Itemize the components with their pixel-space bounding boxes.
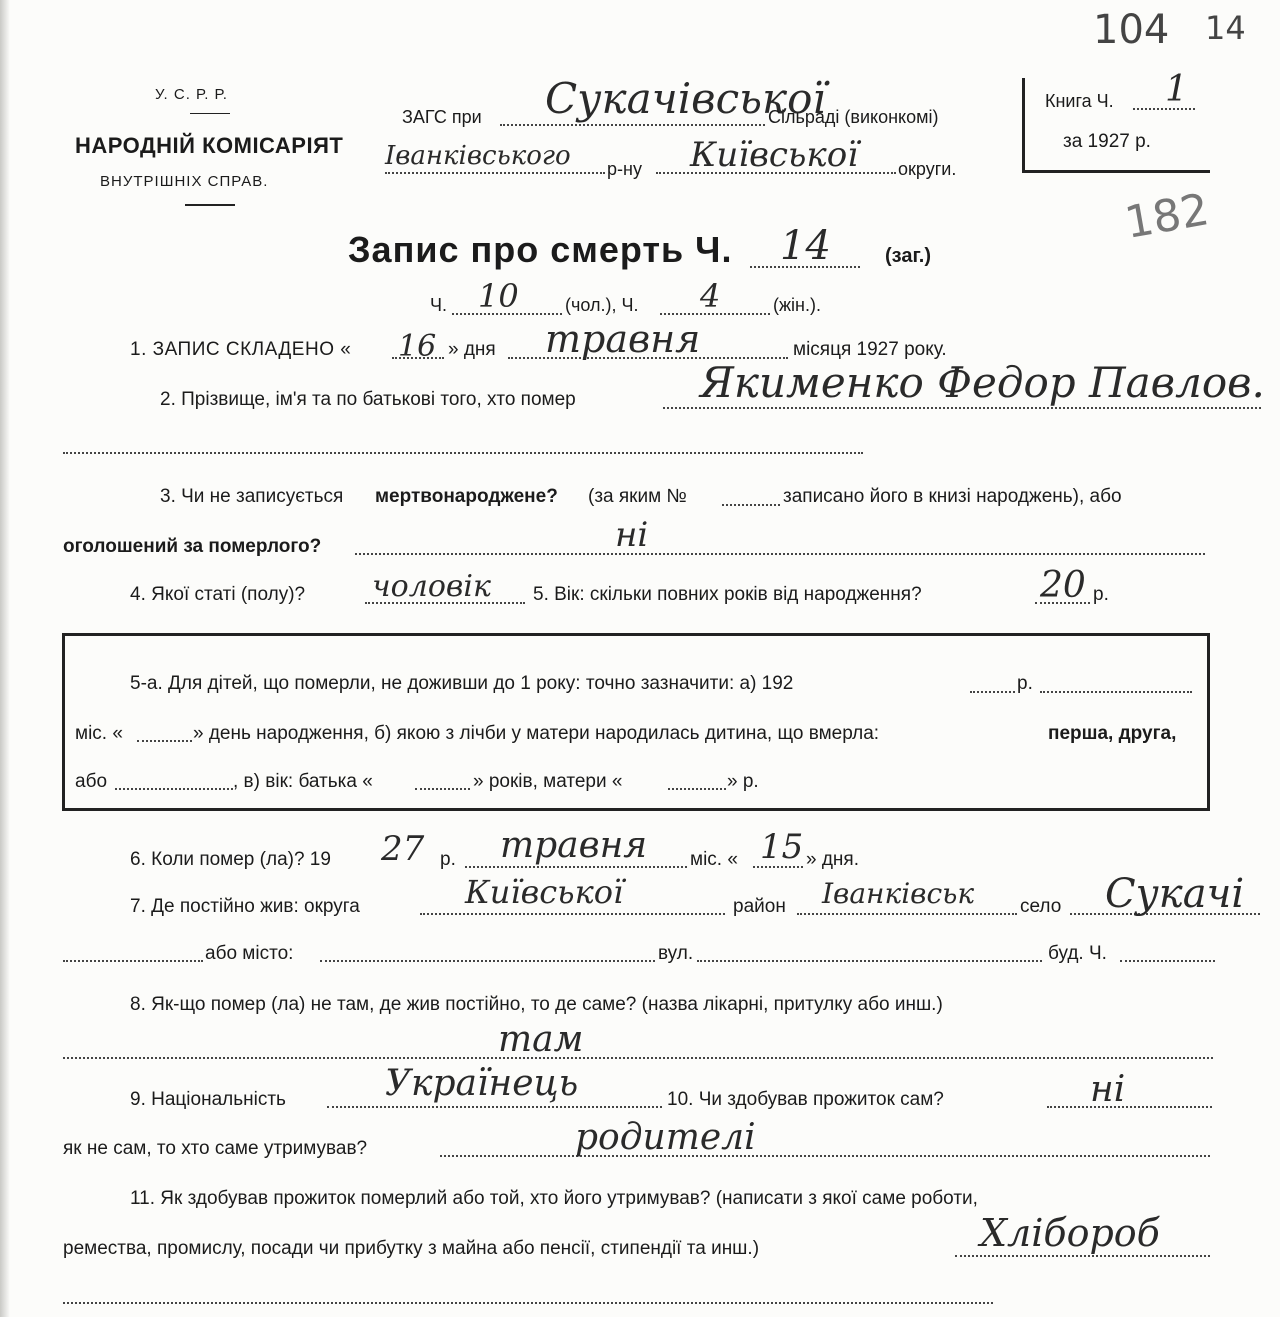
f5a-line2-a: міс. « (75, 723, 123, 744)
f7-city-line (320, 960, 655, 962)
f8-label: 8. Як-що помер (ла) не там, де жив постійно, то де саме? (назва лікарні, притулку або инш.) (130, 994, 943, 1015)
f5a-mother-line (668, 788, 726, 790)
f7-okrug: Київської (465, 873, 624, 911)
f9-line (327, 1106, 662, 1108)
f10-line (1047, 1106, 1212, 1108)
book-label: Книга Ч. (1045, 91, 1114, 111)
f7-street-label: вул. (658, 943, 694, 964)
f7-house-label: буд. Ч. (1048, 943, 1107, 964)
council-label: Сільраді (виконкомі) (768, 107, 939, 127)
f8-value: там (498, 1019, 584, 1060)
f7-house-line (1120, 960, 1215, 962)
okrug-value: Київської (690, 135, 859, 175)
f5a-line3-c: » років, матери « (473, 771, 623, 792)
f7-raion-label: район (733, 896, 786, 917)
f9-value: Українець (385, 1063, 579, 1104)
infant-box (62, 633, 1210, 811)
male-label: (чол.), Ч. (565, 295, 639, 315)
f5a-line3-d: » р. (727, 771, 759, 792)
f2-line (663, 407, 1261, 409)
district-value: Іванківського (385, 141, 571, 171)
f3-label-c: записано його в книзі народжень), або (783, 486, 1122, 507)
f3-number-line (722, 504, 780, 506)
f5a-line3-b: , в) вік: батька « (233, 771, 373, 792)
book-box (1022, 69, 1210, 173)
f7-line-pre-city (63, 960, 203, 962)
f5a-line2-bold: перша, друга, (1048, 723, 1177, 744)
district-label: р-ну (607, 159, 642, 179)
f1-month: травня (545, 317, 701, 361)
f7-okrug-line (420, 913, 725, 915)
f9-label: 9. Національність (130, 1089, 286, 1110)
f5a-line1-end: р. (1017, 673, 1033, 694)
f11-line1: 11. Як здобував прожиток померлий або той, хто його утримував? (написати з якої саме роботи, (130, 1188, 978, 1209)
f6-day-label: » дня. (806, 849, 859, 870)
f5a-line1: 5-а. Для дітей, що померли, не доживши до 1 року: точно зазначити: а) 192 (130, 673, 794, 694)
commissariat-label: НАРОДНІЙ КОМІСАРІЯТ (75, 133, 344, 158)
f2-value: Якименко Федор Павлов. (700, 358, 1265, 407)
f1-day: 16 (398, 329, 437, 364)
f10-sub-line (440, 1155, 1210, 1157)
divider (185, 204, 235, 206)
f1-day-label: » дня (448, 339, 496, 360)
f11-value: Хлібороб (980, 1211, 1160, 1255)
f5-unit: р. (1093, 584, 1109, 605)
f10-sub-value: родителі (575, 1117, 756, 1158)
f6-month-label: міс. « (690, 849, 738, 870)
republic-label: У. С. Р. Р. (155, 86, 228, 103)
f7-selo: Сукачі (1105, 871, 1245, 917)
f10-value: ні (1090, 1069, 1126, 1110)
record-suffix: (заг.) (885, 245, 932, 267)
f6-label: 6. Коли помер (ла)? 19 (130, 849, 331, 870)
f3-label-a: 3. Чи не записується (160, 486, 344, 507)
okrug-label: округи. (898, 159, 957, 179)
f7-raion: Іванківськ (822, 877, 975, 910)
f5a-month-line (1040, 691, 1192, 693)
subcount-label: Ч. (430, 295, 447, 315)
scan-edge-shadow (0, 0, 10, 1317)
f1-month-label: місяця 1927 року. (793, 339, 947, 360)
divider (190, 113, 230, 114)
f3-value: ні (615, 515, 649, 555)
archive-mark-side: 182 (1121, 184, 1213, 249)
district-line (385, 172, 605, 174)
archive-mark-left: 104 (1093, 7, 1170, 53)
f2-label: 2. Прізвище, ім'я та по батькові того, хто помер (160, 389, 576, 410)
f7-selo-label: село (1020, 896, 1062, 917)
female-label: (жін.). (773, 295, 821, 315)
f7-city-label: або місто: (205, 943, 294, 964)
f3-label-d: оголошений за померлого? (63, 536, 322, 557)
f11-line-2 (63, 1302, 993, 1304)
f3-line (355, 553, 1205, 555)
f5-label: 5. Вік: скільки повних років від народження? (533, 584, 922, 605)
f4-value: чоловік (372, 569, 491, 604)
f5a-day-line (137, 740, 192, 742)
book-year: за 1927 р. (1063, 131, 1151, 152)
book-number: 1 (1165, 69, 1188, 110)
f6-year: 27 (381, 829, 425, 869)
f5a-year-line (970, 691, 1015, 693)
f7-label: 7. Де постійно жив: округа (130, 896, 360, 917)
f3-label-bold: мертвонароджене? (375, 486, 558, 507)
zags-at-label: ЗАГС при (402, 107, 482, 127)
f6-month: травня (500, 825, 648, 866)
f5a-father-line (415, 788, 470, 790)
f11-line2: ремества, промислу, посади чи прибутку з майна або пенсії, стипендії та инш.) (63, 1238, 760, 1259)
female-count: 4 (700, 277, 721, 315)
f8-line (63, 1057, 1213, 1059)
f10-label: 10. Чи здобував прожиток сам? (667, 1089, 944, 1110)
male-count: 10 (478, 277, 519, 315)
f2-line-2 (63, 452, 863, 454)
f11-line (955, 1255, 1210, 1257)
f5a-line3-a: або (75, 771, 108, 792)
f6-day: 15 (760, 827, 804, 867)
f7-raion-line (797, 913, 1017, 915)
f5a-order-line (115, 788, 233, 790)
village-line (500, 124, 765, 126)
archive-mark-right: 14 (1205, 9, 1246, 47)
village-value: Сукачівської (545, 74, 826, 123)
f5a-line2-b: » день народження, б) якою з лічби у матери народилась дитина, що вмерла: (193, 723, 880, 744)
f10-sub-label: як не сам, то хто саме утримував? (63, 1138, 368, 1159)
f6-month-line (465, 866, 687, 868)
f7-street-line (697, 960, 1042, 962)
f3-label-b: (за яким № (588, 486, 687, 507)
f6-year-label: р. (440, 849, 456, 870)
f5-value: 20 (1040, 565, 1086, 606)
record-number: 14 (780, 223, 831, 269)
department-label: ВНУТРІШНІХ СПРАВ. (100, 173, 269, 190)
record-title: Запис про смерть Ч. (348, 229, 733, 270)
f1-label: 1. ЗАПИС СКЛАДЕНО « (130, 339, 352, 360)
f4-label: 4. Якої статі (полу)? (130, 584, 306, 605)
